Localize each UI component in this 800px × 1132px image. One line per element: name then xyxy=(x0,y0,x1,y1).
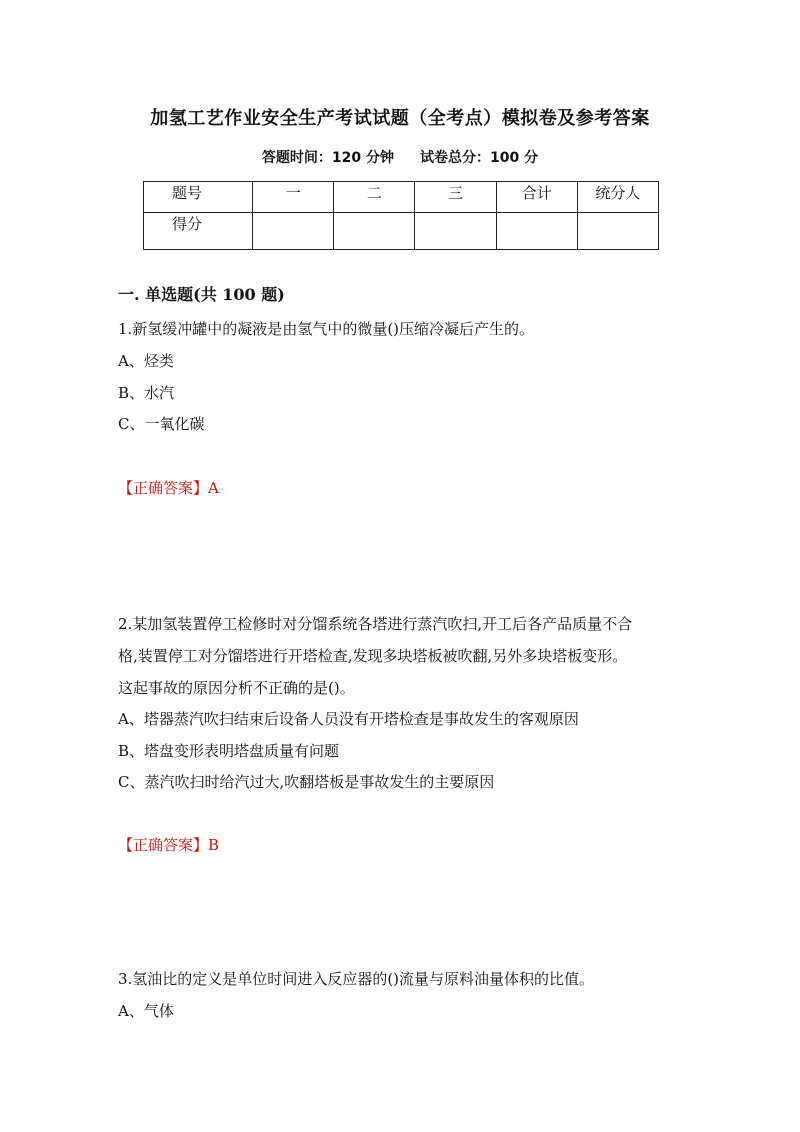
question-1-option-c: C、一氧化碳 xyxy=(118,415,205,433)
question-2-stem-line-2: 格,装置停工对分馏塔进行开塔检查,发现多块塔板被吹翻,另外多块塔板变形。 xyxy=(118,647,628,665)
score-header-cell: 题号 xyxy=(144,182,253,213)
score-header-cell: 三 xyxy=(415,182,496,213)
question-2-answer: 【正确答案】B xyxy=(118,836,220,854)
exam-meta xyxy=(0,147,800,167)
question-2-option-b: B、塔盘变形表明塔盘质量有问题 xyxy=(118,742,340,760)
question-3-stem: 3.氢油比的定义是单位时间进入反应器的()流量与原料油量体积的比值。 xyxy=(118,970,595,988)
question-3-option-a: A、气体 xyxy=(118,1002,174,1020)
document-title: 加氢工艺作业安全生产考试试题（全考点）模拟卷及参考答案 xyxy=(150,108,650,129)
question-1-stem: 1.新氢缓冲罐中的凝液是由氢气中的微量()压缩冷凝后产生的。 xyxy=(118,320,535,338)
score-cell xyxy=(334,213,415,250)
exam-time: 答题时间：120 分钟 xyxy=(261,150,394,166)
question-2-stem-line-1: 2.某加氢装置停工检修时对分馏系统各塔进行蒸汽吹扫,开工后各产品质量不合 xyxy=(118,615,633,633)
question-2-stem-line-3: 这起事故的原因分析不正确的是()。 xyxy=(118,679,355,697)
question-2-option-c: C、蒸汽吹扫时给汽过大,吹翻塔板是事故发生的主要原因 xyxy=(118,773,495,791)
question-2-option-a: A、塔器蒸汽吹扫结束后设备人员没有开塔检查是事故发生的客观原因 xyxy=(118,710,579,728)
score-table xyxy=(143,181,659,250)
section-title: 一. 单选题(共 100 题) xyxy=(118,285,285,304)
score-header-cell: 二 xyxy=(334,182,415,213)
exam-total-score: 试卷总分：100 分 xyxy=(420,150,539,166)
question-1-option-a: A、烃类 xyxy=(118,352,174,370)
question-1-answer: 【正确答案】A xyxy=(118,479,219,497)
score-header-cell: 统分人 xyxy=(577,182,658,213)
question-1-option-b: B、水汽 xyxy=(118,384,175,402)
score-cell xyxy=(415,213,496,250)
score-row-label: 得分 xyxy=(144,213,253,250)
score-cell xyxy=(496,213,577,250)
score-header-cell: 一 xyxy=(253,182,334,213)
score-cell xyxy=(253,213,334,250)
score-header-cell: 合计 xyxy=(496,182,577,213)
score-cell xyxy=(577,213,658,250)
score-table-header-row xyxy=(144,182,659,213)
score-table-score-row xyxy=(144,213,659,250)
